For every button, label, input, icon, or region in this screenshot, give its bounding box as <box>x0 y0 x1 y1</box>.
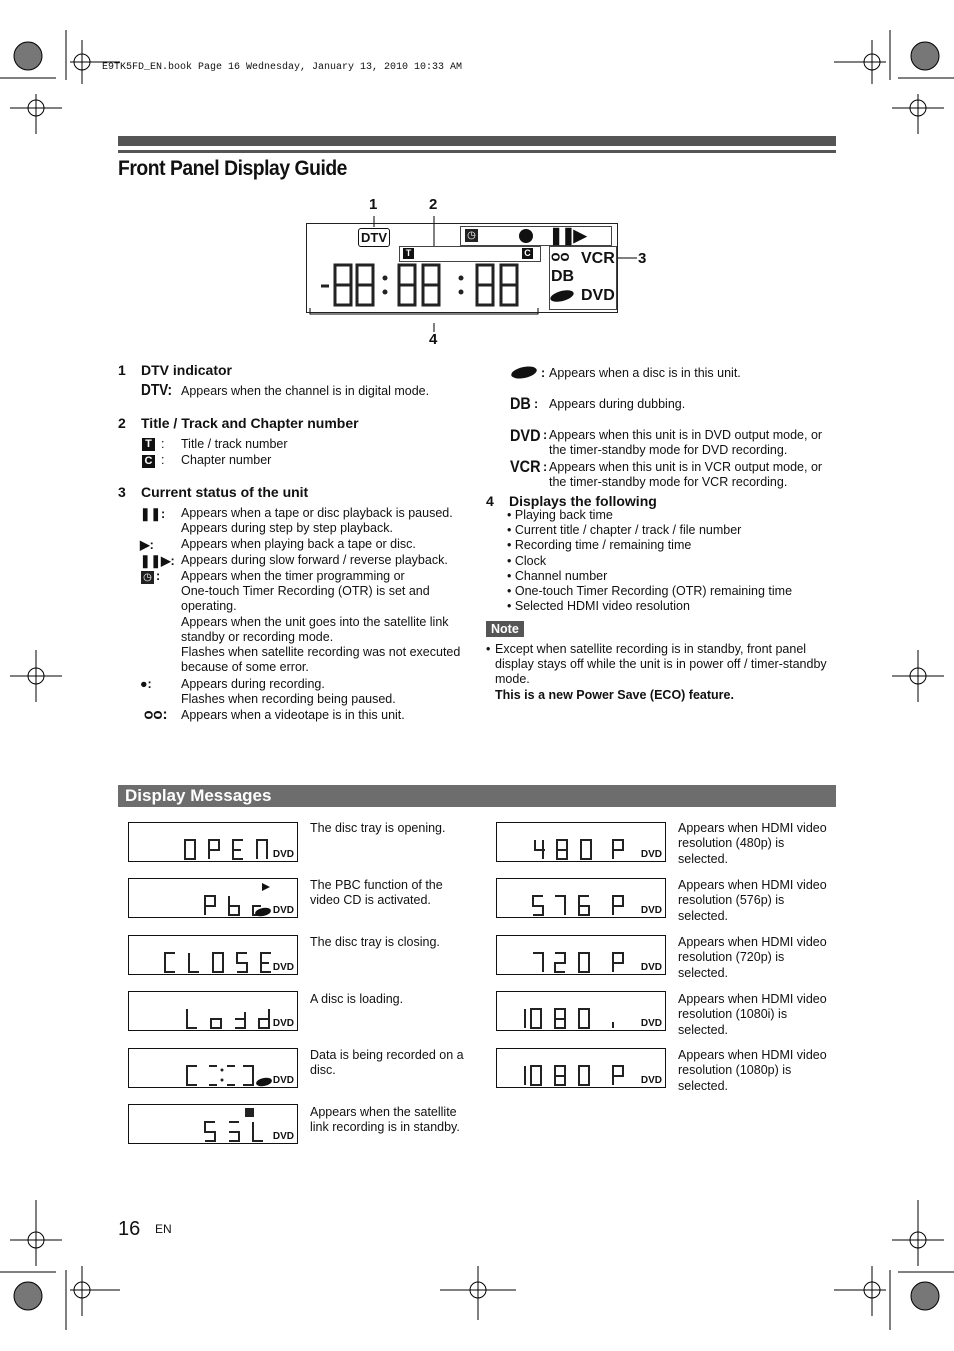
message-pbc-text <box>310 878 443 909</box>
message-line: resolution (1080i) is <box>678 1007 788 1022</box>
message-recording-text <box>310 1048 464 1079</box>
message-open-text <box>310 821 446 836</box>
list-item-text: Channel number <box>514 568 608 583</box>
pause-play-icon: ❚❚▶ <box>549 226 585 245</box>
dvd-label: DVD <box>272 1018 294 1029</box>
list-item-text: One-touch Timer Recording (OTR) remaining time <box>514 584 793 599</box>
message-line: Appears when HDMI video <box>678 821 827 835</box>
message-720p-text <box>678 935 827 981</box>
message-line: The disc tray is closing. <box>310 935 440 949</box>
colon: : <box>161 453 165 467</box>
message-576p-text <box>678 878 827 924</box>
timer-line: Flashes when satellite recording was not executed <box>181 645 461 660</box>
message-line: disc. <box>310 1063 336 1078</box>
dvd-symbol: DVD <box>510 426 541 445</box>
message-line: video CD is activated. <box>310 893 431 908</box>
colon: : <box>534 397 539 411</box>
message-line: selected. <box>678 851 729 866</box>
message-1080i-text <box>678 992 827 1038</box>
timer-icon: ◷ <box>465 229 478 242</box>
vcr-line: the timer-standby mode for VCR recording. <box>549 475 788 490</box>
message-load-text <box>310 992 403 1007</box>
lcd-vcr: VCR <box>581 250 615 267</box>
message-close-text <box>310 935 440 950</box>
dvd-line: the timer-standby mode for DVD recording. <box>549 443 788 458</box>
colon: : <box>161 437 165 451</box>
message-line: selected. <box>678 908 729 923</box>
play-description: Appears when playing back a tape or disc. <box>181 537 416 551</box>
section-2-title: Title / Track and Chapter number <box>141 415 359 431</box>
pause-description-2: Appears during step by step playback. <box>181 521 393 535</box>
note-line: Except when satellite recording is in standby, front panel <box>495 642 807 656</box>
play-icon: ▶: <box>140 538 154 552</box>
timer-description <box>181 569 460 675</box>
section-2-number: 2 <box>118 415 126 431</box>
pause-icon: ❚❚: <box>140 507 166 521</box>
chapter-description: Chapter number <box>181 453 272 467</box>
message-line: Appears when HDMI video <box>678 878 827 892</box>
dvd-label: DVD <box>640 1075 662 1086</box>
callout-3: 3 <box>638 250 647 267</box>
videotape-icon: ᴑᴑ: <box>144 706 168 723</box>
page-title: Front Panel Display Guide <box>118 157 347 180</box>
note-text <box>495 642 827 703</box>
section-3-number: 3 <box>118 484 126 500</box>
list-item: • Playing back time <box>507 508 613 522</box>
message-line: resolution (480p) is <box>678 836 785 851</box>
record-description-1: Appears during recording. <box>181 677 325 691</box>
message-line: The PBC function of the <box>310 878 443 892</box>
message-open-display <box>128 822 298 862</box>
record-description-2: Flashes when recording being paused. <box>181 692 396 706</box>
timer-line: Appears when the timer programming or <box>181 569 405 583</box>
vcr-description <box>549 460 822 490</box>
file-header: E9TK5FD_EN.book Page 16 Wednesday, January 13, 2010 10:33 AM <box>102 62 463 73</box>
lcd-db: DB <box>551 268 575 285</box>
message-load-display <box>128 991 298 1031</box>
slow-icon: ❚❚▶: <box>140 554 175 568</box>
lcd-chapter-c: C <box>522 248 533 259</box>
message-720p-display <box>496 935 666 975</box>
section-4-list <box>507 508 792 614</box>
message-line: Data is being recorded on a <box>310 1048 464 1062</box>
dvd-label: DVD <box>640 849 662 860</box>
callout-4: 4 <box>429 331 438 348</box>
message-1080p-display <box>496 1048 666 1088</box>
note-line: display stays off while the unit is in power off / timer-standby <box>495 657 827 672</box>
message-satellite-text <box>310 1105 460 1136</box>
message-576p-display <box>496 878 666 918</box>
dtv-description: Appears when the channel is in digital mode. <box>181 384 430 398</box>
db-symbol: DB <box>510 394 531 413</box>
slow-description: Appears during slow forward / reverse playback. <box>181 553 448 567</box>
list-item: • Channel number <box>507 568 608 583</box>
message-line: Appears when the satellite <box>310 1105 457 1119</box>
section-1-title: DTV indicator <box>141 362 233 378</box>
section-4-title: Displays the following <box>509 493 657 509</box>
db-description: Appears during dubbing. <box>549 397 686 411</box>
section-4-number: 4 <box>486 493 494 509</box>
message-close-display <box>128 935 298 975</box>
chapter-c-icon: C <box>142 455 155 468</box>
lcd-dvd: DVD <box>581 287 615 304</box>
list-item-text: Current title / chapter / track / file number <box>514 523 742 538</box>
message-recording-display <box>128 1048 298 1088</box>
section-1-number: 1 <box>118 362 126 378</box>
message-line: selected. <box>678 1022 729 1037</box>
callout-2: 2 <box>429 196 438 213</box>
colon: : <box>543 460 548 474</box>
section-3-title: Current status of the unit <box>141 484 309 500</box>
callout-1: 1 <box>369 196 378 213</box>
message-satellite-display <box>128 1104 298 1144</box>
message-480p-text <box>678 821 827 867</box>
lcd-status-frame <box>460 226 612 246</box>
language-label: EN <box>155 1222 172 1236</box>
dvd-line: Appears when this unit is in DVD output mode, or <box>549 428 823 442</box>
lcd-title-t: T <box>403 248 414 259</box>
note-line: mode. <box>495 672 530 687</box>
message-480p-display <box>496 822 666 862</box>
display-messages-heading: Display Messages <box>118 785 836 807</box>
colon: : <box>156 569 161 583</box>
disc-description: Appears when a disc is in this unit. <box>549 366 741 380</box>
vcr-symbol: VCR <box>510 457 541 476</box>
note-label: Note <box>486 621 524 637</box>
record-icon <box>519 229 533 243</box>
dvd-label: DVD <box>640 962 662 973</box>
message-line: A disc is loading. <box>310 992 404 1006</box>
message-line: Appears when HDMI video <box>678 1048 827 1062</box>
title-t-icon: T <box>142 438 155 451</box>
dvd-label: DVD <box>272 1075 294 1086</box>
timer-line: operating. <box>181 599 237 614</box>
note-bullet: • <box>486 642 491 656</box>
message-line: Appears when HDMI video <box>678 935 827 949</box>
timer-line: standby or recording mode. <box>181 629 334 644</box>
message-line: selected. <box>678 965 729 980</box>
list-item: • One-touch Timer Recording (OTR) remaining time <box>507 584 793 599</box>
message-line: link recording is in standby. <box>310 1120 460 1135</box>
message-1080p-text <box>678 1048 827 1094</box>
pause-description-1: Appears when a tape or disc playback is paused. <box>181 506 453 520</box>
videotape-icon: ᴑᴑ <box>551 248 570 265</box>
list-item: • Selected HDMI video resolution <box>507 599 690 614</box>
list-item-text: Selected HDMI video resolution <box>514 599 690 614</box>
page-number: 16 <box>118 1218 141 1240</box>
title-track-description: Title / track number <box>181 437 288 451</box>
timer-line: because of some error. <box>181 660 309 675</box>
message-1080i-display <box>496 991 666 1031</box>
front-panel-display <box>306 223 618 313</box>
dvd-description <box>549 428 822 458</box>
colon: : <box>541 366 546 380</box>
dvd-label: DVD <box>272 1131 294 1142</box>
dvd-label: DVD <box>640 905 662 916</box>
message-line: resolution (720p) is <box>678 950 785 965</box>
list-item: • Current title / chapter / track / file number <box>507 523 742 538</box>
timer-line: Appears when the unit goes into the satellite link <box>181 614 449 629</box>
dvd-label: DVD <box>272 905 294 916</box>
lcd-dtv-indicator: DTV <box>358 228 390 247</box>
dvd-label: DVD <box>272 849 294 860</box>
record-icon: ●: <box>140 677 152 691</box>
videotape-description: Appears when a videotape is in this unit. <box>181 708 405 722</box>
timer-icon: ◷ <box>141 571 154 584</box>
dvd-label: DVD <box>640 1018 662 1029</box>
list-item-text: Recording time / remaining time <box>514 538 692 553</box>
message-line: Appears when HDMI video <box>678 992 827 1006</box>
dtv-symbol: DTV: <box>141 382 172 399</box>
dvd-label: DVD <box>272 962 294 973</box>
message-line: selected. <box>678 1078 729 1093</box>
message-line: resolution (1080p) is <box>678 1063 792 1078</box>
timer-line: One-touch Timer Recording (OTR) is set and <box>181 584 430 599</box>
list-item: • Clock <box>507 553 547 568</box>
message-line: resolution (576p) is <box>678 893 785 908</box>
list-item-text: Playing back time <box>514 508 613 522</box>
message-line: The disc tray is opening. <box>310 821 446 835</box>
list-item-text: Clock <box>514 553 547 568</box>
lcd-seven-segment-digits <box>317 260 547 312</box>
title-bar <box>118 136 836 146</box>
colon: : <box>543 428 548 442</box>
title-rule <box>118 150 836 153</box>
note-bold-line: This is a new Power Save (ECO) feature. <box>495 687 734 702</box>
vcr-line: Appears when this unit is in VCR output mode, or <box>549 460 823 474</box>
list-item: • Recording time / remaining time <box>507 538 692 553</box>
message-pbc-display <box>128 878 298 918</box>
